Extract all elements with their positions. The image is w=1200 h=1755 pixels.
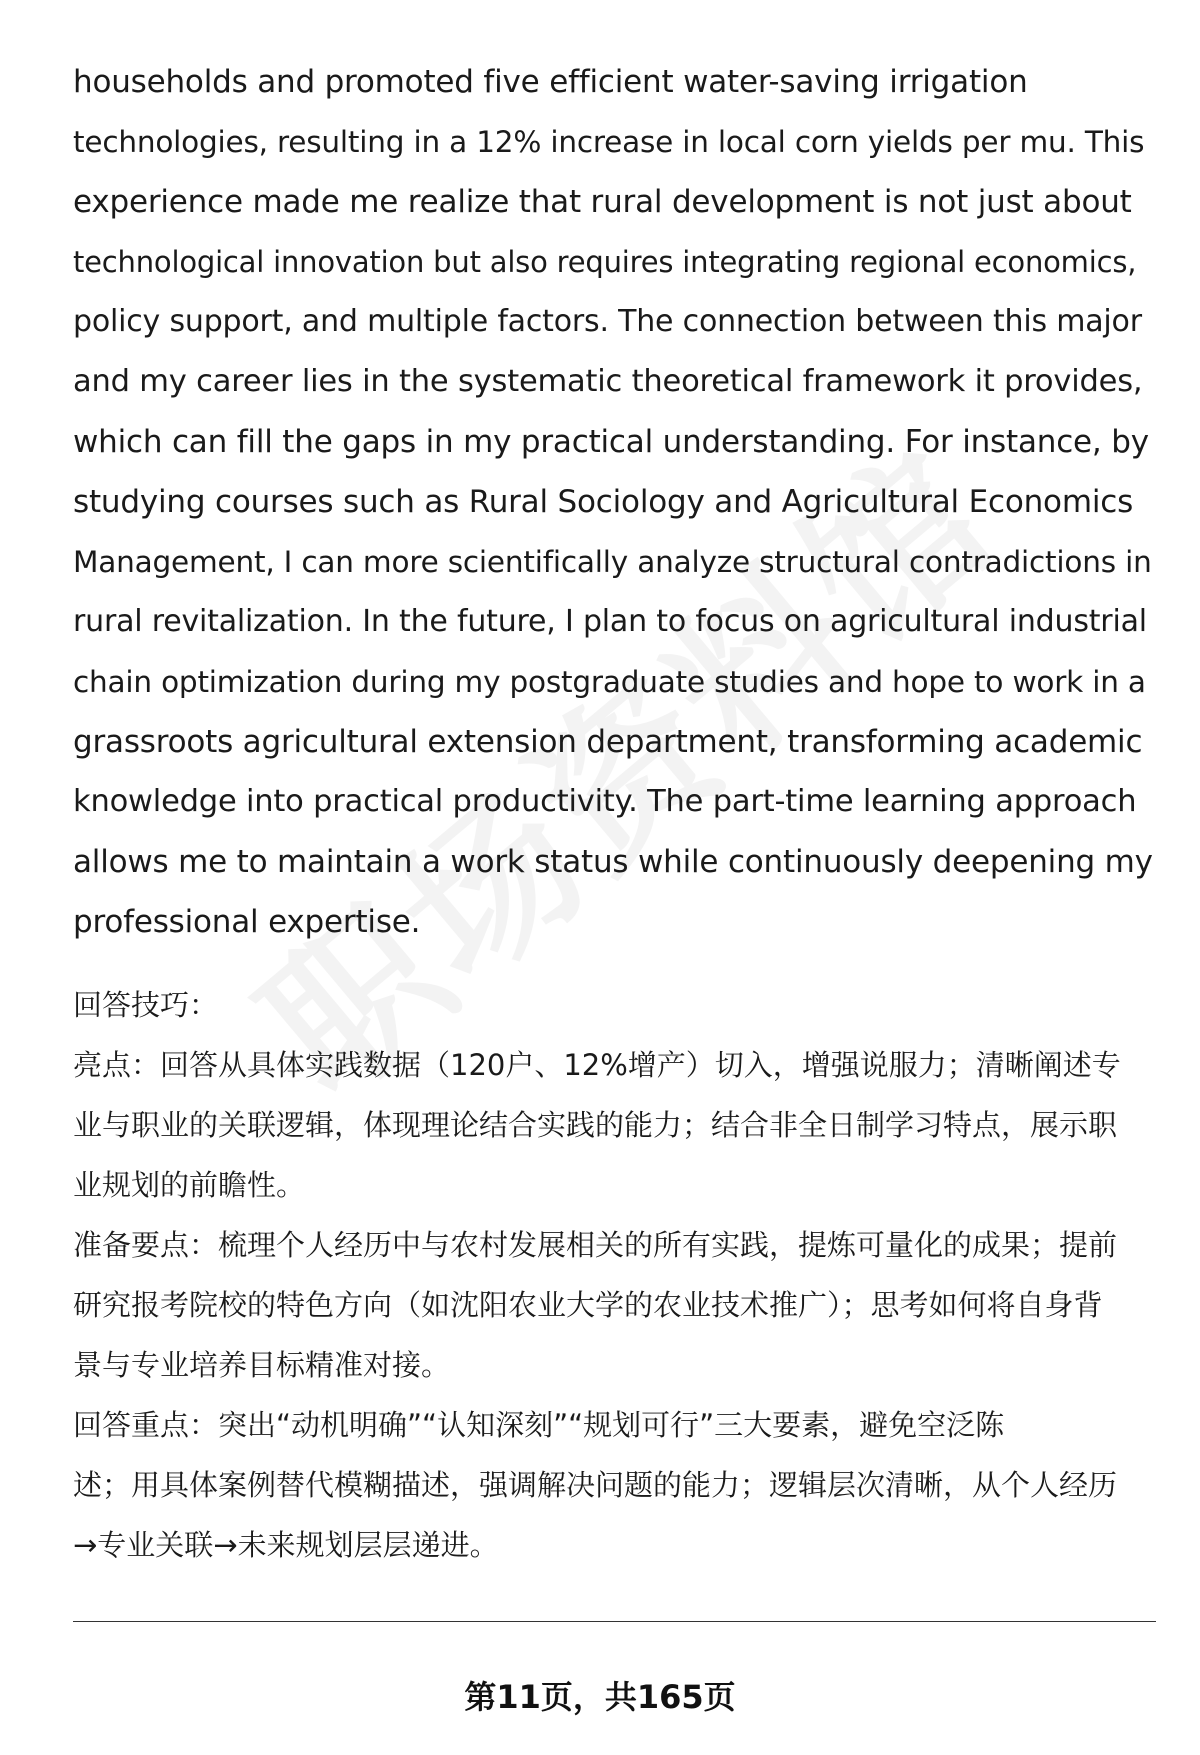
essay-line: studying courses such as Rural Sociology and Agricultural Economics <box>73 484 1134 520</box>
essay-line: technologies, resulting in a 12% increase in local corn yields per mu. This <box>73 125 1145 159</box>
tips-heading: 回答技巧： <box>73 988 219 1022</box>
tips-line: 业规划的前瞻性。 <box>73 1168 306 1202</box>
answer-tips-section <box>73 975 1153 1575</box>
essay-body <box>73 52 1153 952</box>
tips-line: →专业关联→未来规划层层递进。 <box>73 1528 499 1562</box>
essay-line: chain optimization during my postgraduate studies and hope to work in a <box>73 665 1146 699</box>
essay-line: households and promoted five efficient water-saving irrigation <box>73 64 1028 100</box>
essay-line: rural revitalization. In the future, I plan to focus on agricultural industrial <box>73 604 1147 639</box>
essay-line: knowledge into practical productivity. The part-time learning approach <box>73 784 1137 819</box>
tips-line: 准备要点：梳理个人经历中与农村发展相关的所有实践，提炼可量化的成果；提前 <box>73 1228 1118 1262</box>
tips-line: 景与专业培养目标精准对接。 <box>73 1348 451 1382</box>
tips-line: 述；用具体案例替代模糊描述，强调解决问题的能力；逻辑层次清晰，从个人经历 <box>73 1468 1118 1502</box>
page-number: 第11页，共165页 <box>464 1678 736 1716</box>
essay-line: technological innovation but also requires integrating regional economics, <box>73 245 1137 279</box>
essay-line: experience made me realize that rural development is not just about <box>73 184 1132 220</box>
footer-divider <box>73 1621 1156 1622</box>
tips-line: 业与职业的关联逻辑，体现理论结合实践的能力；结合非全日制学习特点，展示职 <box>73 1108 1118 1142</box>
essay-line: grassroots agricultural extension department, transforming academic <box>73 724 1143 760</box>
essay-line: allows me to maintain a work status while continuously deepening my <box>73 844 1153 880</box>
essay-line: professional expertise. <box>73 904 421 940</box>
essay-line: which can fill the gaps in my practical understanding. For instance, by <box>73 424 1149 460</box>
essay-line: and my career lies in the systematic theoretical framework it provides, <box>73 364 1143 399</box>
tips-line: 研究报考院校的特色方向（如沈阳农业大学的农业技术推广）；思考如何将自身背 <box>73 1288 1103 1322</box>
essay-line: Management, I can more scientifically analyze structural contradictions in <box>73 545 1152 579</box>
tips-line: 回答重点：突出“动机明确”“认知深刻”“规划可行”三大要素，避免空泛陈 <box>73 1408 1005 1442</box>
tips-line: 亮点：回答从具体实践数据（120户、12%增产）切入，增强说服力；清晰阐述专 <box>73 1048 1121 1082</box>
essay-line: policy support, and multiple factors. The connection between this major <box>73 304 1142 339</box>
